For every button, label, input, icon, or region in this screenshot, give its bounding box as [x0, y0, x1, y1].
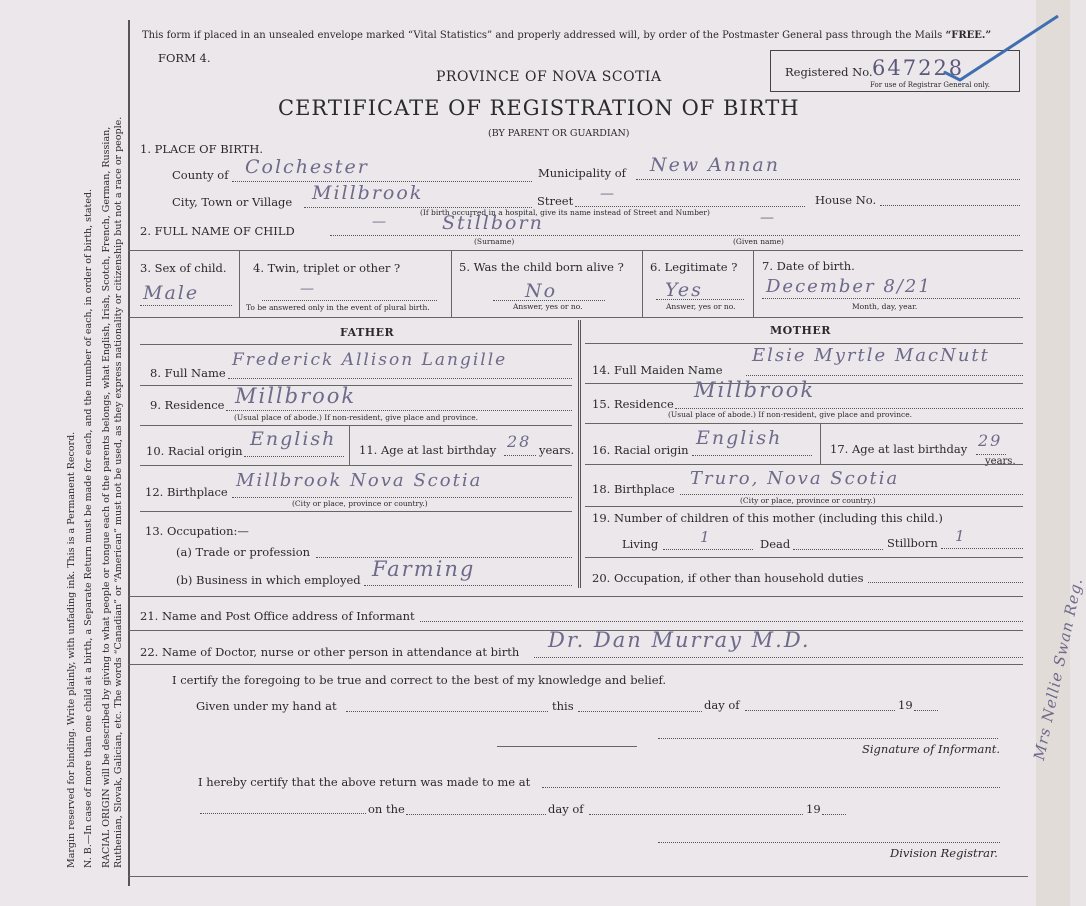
alive-label: 5. Was the child born alive ? — [459, 260, 624, 274]
mother-living-value: 1 — [700, 528, 712, 546]
father-racial-label: 10. Racial origin — [146, 444, 243, 458]
day-of-label: day of — [704, 698, 740, 712]
father-name-value: Frederick Allison Langille — [232, 350, 508, 370]
municipality-value: New Annan — [650, 154, 780, 176]
mother-occupation-label: 20. Occupation, if other than household duties — [592, 571, 864, 585]
sex-label: 3. Sex of child. — [140, 261, 227, 275]
parents-divider — [578, 320, 581, 588]
father-birthplace-value: Millbrook Nova Scotia — [236, 470, 483, 491]
mother-years: years. — [985, 456, 1016, 467]
surname-value: Stillborn — [442, 212, 544, 234]
certificate-title: CERTIFICATE OF REGISTRATION OF BIRTH — [278, 96, 800, 120]
mother-residence-label: 15. Residence — [592, 397, 674, 411]
certificate-subtitle: (BY PARENT OR GUARDIAN) — [488, 128, 630, 139]
father-age-value: 28 — [507, 432, 532, 451]
mother-abode-note: (Usual place of abode.) If non-resident, give place and province. — [668, 410, 913, 419]
margin-note-racial-origin: RACIAL ORIGIN will be described by giving to what people or tongue each of the parents belongs, what English, Irish, Scotch, French, German, Russian, — [101, 126, 112, 868]
mail-notice: This form if placed in an unsealed envelope marked “Vital Statistics” and properly addressed will, by order of the Postmaster General pass through the Mails “FREE.” — [142, 30, 992, 41]
day-of-label-2: day of — [548, 802, 584, 816]
date-value: December 8/21 — [766, 276, 932, 297]
year-label-2: 19 — [806, 802, 821, 816]
registered-number: 647228 — [872, 56, 965, 80]
mother-age-value: 29 — [978, 431, 1003, 450]
mother-children-label: 19. Number of children of this mother (including this child.) — [592, 511, 943, 525]
mother-heading: MOTHER — [770, 324, 831, 337]
father-business-value: Farming — [372, 557, 476, 581]
signature-informant-label: Signature of Informant. — [862, 742, 1001, 756]
father-residence-label: 9. Residence — [150, 398, 225, 412]
mother-stillborn-label: Stillborn — [887, 536, 938, 550]
dash-mark: — — [372, 214, 388, 230]
mother-stillborn-value: 1 — [955, 527, 967, 545]
twin-note: To be answered only in the event of plural birth. — [246, 303, 430, 312]
mother-age-label: 17. Age at last birthday — [830, 442, 968, 456]
municipality-label: Municipality of — [538, 166, 626, 180]
form-number: FORM 4. — [158, 51, 211, 65]
legitimate-note: Answer, yes or no. — [666, 302, 736, 311]
father-occupation-label: 13. Occupation:— — [145, 524, 249, 538]
given-name-note: (Given name) — [733, 237, 784, 246]
mother-living-label: Living — [622, 537, 659, 551]
hospital-note: (If birth occurred in a hospital, give its name instead of Street and Number) — [420, 208, 710, 217]
registered-label: Registered No. — [785, 65, 873, 79]
twin-value: — — [300, 281, 316, 297]
city-label: City, Town or Village — [172, 195, 293, 209]
father-years: years. — [539, 443, 575, 457]
registrar-use-note: For use of Registrar General only. — [870, 81, 990, 89]
alive-note: Answer, yes or no. — [513, 302, 583, 311]
signature-underline — [497, 746, 637, 747]
county-label: County of — [172, 168, 229, 182]
mother-residence-value: Millbrook — [694, 378, 816, 402]
father-trade-label: (a) Trade or profession — [176, 545, 311, 559]
doctor-label: 22. Name of Doctor, nurse or other person in attendance at birth — [140, 645, 520, 659]
province-heading: PROVINCE OF NOVA SCOTIA — [436, 69, 662, 85]
father-birthplace-label: 12. Birthplace — [145, 485, 228, 499]
father-name-label: 8. Full Name — [150, 366, 226, 380]
street-label: Street — [537, 194, 574, 208]
father-heading: FATHER — [340, 326, 395, 339]
margin-note-multiple-births: N. B.—In case of more than one child at a birth, a Separate Return must be made for each, and the number of each, in order of birth, stated. — [83, 188, 94, 868]
page-edge — [1036, 0, 1070, 906]
father-racial-value: English — [250, 428, 337, 450]
father-business-label: (b) Business in which employed — [176, 573, 361, 587]
certify-statement: I certify the foregoing to be true and correct to the best of my knowledge and belief. — [172, 673, 667, 687]
surname-note: (Surname) — [474, 237, 515, 246]
mother-birthplace-value: Truro, Nova Scotia — [690, 468, 900, 489]
frame-bottom — [128, 876, 1028, 877]
legitimate-value: Yes — [665, 279, 703, 301]
mother-name-label: 14. Full Maiden Name — [592, 363, 723, 377]
mother-racial-value: English — [696, 427, 783, 449]
given-name-dash: — — [760, 210, 776, 226]
mother-birthplace-note: (City or place, province or country.) — [740, 496, 876, 505]
legitimate-label: 6. Legitimate ? — [650, 260, 738, 274]
this-label: this — [552, 699, 574, 713]
registrar-side-signature: Mrs Nellie Swan Reg. — [1030, 576, 1086, 762]
father-abode-note: (Usual place of abode.) If non-resident, give place and province. — [234, 413, 479, 422]
father-age-label: 11. Age at last birthday — [359, 443, 497, 457]
house-label: House No. — [815, 193, 877, 207]
mother-racial-label: 16. Racial origin — [592, 443, 689, 457]
date-label: 7. Date of birth. — [762, 259, 855, 273]
mother-birthplace-label: 18. Birthplace — [592, 482, 675, 496]
place-of-birth-heading: 1. PLACE OF BIRTH. — [140, 142, 264, 156]
street-value: — — [600, 186, 616, 202]
city-value: Millbrook — [312, 182, 424, 204]
year-label: 19 — [898, 698, 913, 712]
on-the-label: on the — [368, 802, 405, 816]
given-under-label: Given under my hand at — [196, 699, 337, 713]
hereby-certify: I hereby certify that the above return was made to me at — [198, 775, 531, 789]
sex-value: Male — [143, 282, 200, 304]
date-note: Month, day, year. — [852, 302, 918, 311]
father-birthplace-note: (City or place, province or country.) — [292, 499, 428, 508]
doctor-value: Dr. Dan Murray M.D. — [548, 628, 811, 652]
mother-name-value: Elsie Myrtle MacNutt — [752, 345, 990, 366]
mother-dead-label: Dead — [760, 537, 791, 551]
alive-value: No — [525, 280, 558, 302]
county-value: Colchester — [245, 156, 369, 178]
frame-left — [128, 20, 130, 886]
margin-note-racial-origin-cont: Ruthenian, Slovak, Galician, etc. The words “Canadian” or “American” must not be used, as they express nationality or citizenship but not a race or people. — [113, 116, 124, 868]
margin-note-binding: Margin reserved for binding. Write plainly, with unfading ink. This is a Permanent Record. — [66, 431, 77, 868]
division-registrar-label: Division Registrar. — [890, 846, 998, 860]
twin-label: 4. Twin, triplet or other ? — [253, 261, 401, 275]
child-name-label: 2. FULL NAME OF CHILD — [140, 224, 295, 238]
father-residence-value: Millbrook — [235, 384, 357, 408]
informant-label: 21. Name and Post Office address of Informant — [140, 609, 415, 623]
checkmark-icon — [940, 10, 1065, 85]
